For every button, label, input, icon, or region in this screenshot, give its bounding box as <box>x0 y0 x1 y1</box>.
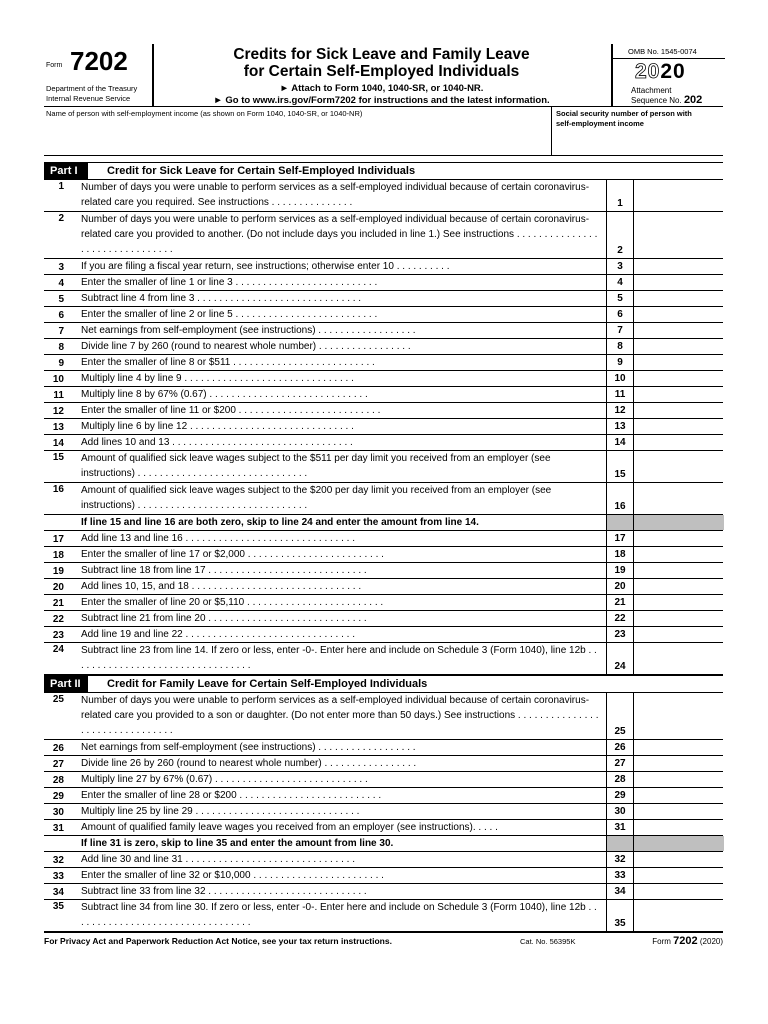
line-number: 34 <box>52 887 64 898</box>
line-text: Add line 30 and line 31 . . . . . . . . . . . . . . . . . . . . . . . . . . . . . . . <box>81 854 356 865</box>
line-6-amount[interactable] <box>633 307 724 322</box>
box-number: 26 <box>614 742 626 753</box>
tax-year <box>635 60 686 84</box>
line-text: Enter the smaller of line 2 or line 5 . . . . . . . . . . . . . . . . . . . . . . . . . . <box>81 309 378 320</box>
line-12-amount[interactable] <box>633 403 724 418</box>
box-number: 4 <box>617 277 623 288</box>
line-number: 31 <box>52 823 64 834</box>
box-number: 13 <box>614 421 626 432</box>
line-17-amount[interactable] <box>633 531 724 546</box>
form-title-line2: for Certain Self-Employed Individuals <box>243 63 520 80</box>
line-box <box>606 483 633 514</box>
part2-skip-instruction <box>44 836 723 852</box>
line-12 <box>44 403 723 419</box>
line-4 <box>44 275 723 291</box>
line-box <box>606 820 633 835</box>
box-number: 3 <box>617 261 623 272</box>
line-box <box>606 788 633 803</box>
line-number: 5 <box>58 294 64 305</box>
line-number: 1 <box>58 181 64 192</box>
line-box <box>606 291 633 306</box>
line-25 <box>44 693 723 740</box>
line-33 <box>44 868 723 884</box>
line-21 <box>44 595 723 611</box>
box-number: 9 <box>617 357 623 368</box>
line-32-amount[interactable] <box>633 852 724 867</box>
line-14 <box>44 435 723 451</box>
line-22-amount[interactable] <box>633 611 724 626</box>
line-number: 12 <box>52 406 64 417</box>
box-number: 10 <box>614 373 626 384</box>
form-id-block <box>44 44 154 106</box>
line-box <box>606 900 633 931</box>
line-10-amount[interactable] <box>633 371 724 386</box>
line-box <box>606 259 633 274</box>
line-box <box>606 435 633 450</box>
line-30 <box>44 804 723 820</box>
box-number: 8 <box>617 341 623 352</box>
ssn-input[interactable] <box>554 131 720 153</box>
line-15-amount[interactable] <box>633 451 724 482</box>
line-box <box>606 323 633 338</box>
line-16 <box>44 483 723 515</box>
line-23-amount[interactable] <box>633 627 724 642</box>
line-29-amount[interactable] <box>633 788 724 803</box>
line-text: Multiply line 6 by line 12 . . . . . . . . . . . . . . . . . . . . . . . . . . . . . . <box>81 421 354 432</box>
line-text: Amount of qualified sick leave wages subject to the $200 per day limit you received from an employer (see instructions) . . . . . . . . . . . . . . . . . . . . . . . . . . . . . . . <box>81 485 552 511</box>
box-number: 27 <box>614 758 626 769</box>
line-number: 6 <box>58 310 64 321</box>
line-4-amount[interactable] <box>633 275 724 290</box>
line-text: If you are filing a fiscal year return, see instructions; otherwise enter 10 . . . . . . . . . . <box>81 261 450 272</box>
line-35-amount[interactable] <box>633 900 724 931</box>
shaded-box <box>606 515 633 530</box>
line-box <box>606 339 633 354</box>
form-7202 <box>44 44 723 947</box>
box-number: 31 <box>614 822 626 833</box>
box-number: 23 <box>614 629 626 640</box>
part2-header <box>44 675 723 693</box>
line-number: 18 <box>52 550 64 561</box>
part2-title: Credit for Family Leave for Certain Self-Employed Individuals <box>107 678 428 690</box>
line-text: Enter the smaller of line 17 or $2,000 . . . . . . . . . . . . . . . . . . . . . . . . . <box>81 549 384 560</box>
line-text: Net earnings from self-employment (see instructions) . . . . . . . . . . . . . . . . . . <box>81 325 416 336</box>
line-box <box>606 355 633 370</box>
shaded-amount <box>633 836 724 851</box>
box-number: 15 <box>614 469 626 480</box>
line-19-amount[interactable] <box>633 563 724 578</box>
line-text: Subtract line 21 from line 20 . . . . . . . . . . . . . . . . . . . . . . . . . . . . . <box>81 613 367 624</box>
privacy-notice: For Privacy Act and Paperwork Reduction Act Notice, see your tax return instructions. <box>44 936 392 946</box>
line-text: Enter the smaller of line 8 or $511 . . . . . . . . . . . . . . . . . . . . . . . . . . <box>81 357 375 368</box>
line-text: Amount of qualified family leave wages you received from an employer (see instructions). . . . . <box>81 822 498 833</box>
line-text: Subtract line 23 from line 14. If zero or less, enter -0-. Enter here and include on Schedule 3 (Form 1040), line 12b . . . . . . . . . . . . . . . . . . . . . . . . . . . . . . . . . <box>81 645 597 671</box>
line-number: 26 <box>52 743 64 754</box>
line-number: 30 <box>52 807 64 818</box>
line-box <box>606 531 633 546</box>
line-number: 20 <box>52 582 64 593</box>
line-number: 29 <box>52 791 64 802</box>
line-box <box>606 740 633 755</box>
line-box <box>606 371 633 386</box>
form-number: 7202 <box>70 46 128 76</box>
line-text: Amount of qualified sick leave wages subject to the $511 per day limit you received from an employer (see instructions) . . . . . . . . . . . . . . . . . . . . . . . . . . . . . . . <box>81 453 551 479</box>
ssn-label-line1: Social security number of person with <box>556 109 692 118</box>
line-text: Enter the smaller of line 28 or $200 . . . . . . . . . . . . . . . . . . . . . . . . . . <box>81 790 382 801</box>
line-number: 14 <box>52 438 64 449</box>
line-box <box>606 756 633 771</box>
line-34 <box>44 884 723 900</box>
line-number: 9 <box>58 358 64 369</box>
line-text: Number of days you were unable to perform services as a self-employed individual because of certain coronavirus-related care you required. See instructions . . . . . . . . . . . . . . . <box>81 182 590 208</box>
line-8-amount[interactable] <box>633 339 724 354</box>
sequence-label-wrap <box>631 95 702 106</box>
line-box <box>606 387 633 402</box>
line-22 <box>44 611 723 627</box>
line-text: Divide line 26 by 260 (round to nearest whole number) . . . . . . . . . . . . . . . . . <box>81 758 417 769</box>
skip-instruction-text: If line 15 and line 16 are both zero, skip to line 24 and enter the amount from line 14. <box>81 517 479 528</box>
box-number: 6 <box>617 309 623 320</box>
line-text: Multiply line 4 by line 9 . . . . . . . . . . . . . . . . . . . . . . . . . . . . . . . <box>81 373 354 384</box>
line-25-amount[interactable] <box>633 693 724 739</box>
taxpayer-name-row <box>44 107 723 156</box>
part2-label: Part II <box>44 676 88 692</box>
line-number: 22 <box>52 614 64 625</box>
line-8 <box>44 339 723 355</box>
line-number: 21 <box>52 598 64 609</box>
line-text: Number of days you were unable to perform services as a self-employed individual because of certain coronavirus-related care you provided to another. (Do not include days you included in line 1.) See instructions . . . . . . . . . . . . . . . . . . . . . . . . . . . . . . . . <box>81 214 598 255</box>
part1-skip-instruction <box>44 515 723 531</box>
catalog-number: Cat. No. 56395K <box>520 937 576 946</box>
line-box <box>606 868 633 883</box>
line-35 <box>44 900 723 933</box>
line-number: 17 <box>52 534 64 545</box>
line-box <box>606 852 633 867</box>
attachment-label: Attachment <box>631 86 672 95</box>
line-6 <box>44 307 723 323</box>
line-26-amount[interactable] <box>633 740 724 755</box>
name-field-label: Name of person with self-employment income (as shown on Form 1040, 1040-SR, or 1040-NR) <box>46 109 363 118</box>
form-footer <box>44 933 723 947</box>
line-box <box>606 884 633 899</box>
box-number: 22 <box>614 613 626 624</box>
line-text: Enter the smaller of line 1 or line 3 . . . . . . . . . . . . . . . . . . . . . . . . . . <box>81 277 378 288</box>
line-number: 15 <box>52 452 64 463</box>
line-text: Enter the smaller of line 11 or $200 . . . . . . . . . . . . . . . . . . . . . . . . . . <box>81 405 381 416</box>
box-number: 30 <box>614 806 626 817</box>
line-box <box>606 180 633 211</box>
line-box <box>606 419 633 434</box>
line-box <box>606 595 633 610</box>
line-text: Add lines 10, 15, and 18 . . . . . . . . . . . . . . . . . . . . . . . . . . . . . . . <box>81 581 362 592</box>
omb-block <box>611 44 725 106</box>
line-1-amount[interactable] <box>633 180 724 211</box>
line-19 <box>44 563 723 579</box>
line-text: Multiply line 25 by line 29 . . . . . . . . . . . . . . . . . . . . . . . . . . . . . . <box>81 806 360 817</box>
line-27-amount[interactable] <box>633 756 724 771</box>
line-2-amount[interactable] <box>633 212 724 258</box>
line-text: Multiply line 8 by 67% (0.67) . . . . . . . . . . . . . . . . . . . . . . . . . . . . . <box>81 389 368 400</box>
line-box <box>606 693 633 739</box>
box-number: 18 <box>614 549 626 560</box>
line-text: Add lines 10 and 13 . . . . . . . . . . . . . . . . . . . . . . . . . . . . . . . . . <box>81 437 353 448</box>
box-number: 29 <box>614 790 626 801</box>
line-7-amount[interactable] <box>633 323 724 338</box>
box-number: 7 <box>617 325 623 336</box>
line-21-amount[interactable] <box>633 595 724 610</box>
box-number: 11 <box>614 389 626 400</box>
footer-year: (2020) <box>699 937 723 946</box>
line-29 <box>44 788 723 804</box>
line-box <box>606 547 633 562</box>
line-26 <box>44 740 723 756</box>
line-text: Multiply line 27 by 67% (0.67) . . . . . . . . . . . . . . . . . . . . . . . . . . . . <box>81 774 368 785</box>
footer-form-id <box>652 935 723 947</box>
line-box <box>606 307 633 322</box>
box-number: 35 <box>614 918 626 929</box>
line-20 <box>44 579 723 595</box>
line-text: Subtract line 18 from line 17 . . . . . . . . . . . . . . . . . . . . . . . . . . . . . <box>81 565 367 576</box>
part1-label: Part I <box>44 163 88 179</box>
box-number: 24 <box>614 661 626 672</box>
line-31 <box>44 820 723 836</box>
line-text: Subtract line 33 from line 32 . . . . . . . . . . . . . . . . . . . . . . . . . . . . . <box>81 886 367 897</box>
box-number: 2 <box>617 245 623 256</box>
line-9-amount[interactable] <box>633 355 724 370</box>
line-3 <box>44 259 723 275</box>
line-text: Add line 13 and line 16 . . . . . . . . . . . . . . . . . . . . . . . . . . . . . . . <box>81 533 356 544</box>
line-2 <box>44 212 723 259</box>
box-number: 16 <box>614 501 626 512</box>
omb-number: OMB No. 1545-0074 <box>628 47 697 56</box>
line-24 <box>44 643 723 675</box>
line-number: 11 <box>53 390 64 401</box>
line-23 <box>44 627 723 643</box>
box-number: 12 <box>614 405 626 416</box>
ssn-field-label <box>556 109 692 129</box>
sequence-number: 202 <box>683 94 703 106</box>
line-box <box>606 772 633 787</box>
line-box <box>606 563 633 578</box>
department <box>46 84 137 104</box>
line-box <box>606 275 633 290</box>
shaded-box <box>606 836 633 851</box>
footer-form-word: Form <box>652 937 671 946</box>
line-number: 28 <box>52 775 64 786</box>
line-number: 33 <box>52 871 64 882</box>
line-9 <box>44 355 723 371</box>
form-header <box>44 44 723 107</box>
line-14-amount[interactable] <box>633 435 724 450</box>
line-10 <box>44 371 723 387</box>
part1-header <box>44 162 723 180</box>
skip-instruction-text: If line 31 is zero, skip to line 35 and enter the amount from line 30. <box>81 838 394 849</box>
line-text: Enter the smaller of line 32 or $10,000 . . . . . . . . . . . . . . . . . . . . . . . . <box>81 870 384 881</box>
box-number: 21 <box>614 597 626 608</box>
line-box <box>606 611 633 626</box>
line-20-amount[interactable] <box>633 579 724 594</box>
line-text: Subtract line 4 from line 3 . . . . . . . . . . . . . . . . . . . . . . . . . . . . . . <box>81 293 362 304</box>
ssn-label-line2: self-employment income <box>556 119 644 128</box>
line-3-amount[interactable] <box>633 259 724 274</box>
box-number: 19 <box>614 565 626 576</box>
box-number: 34 <box>614 886 626 897</box>
line-13-amount[interactable] <box>633 419 724 434</box>
box-number: 28 <box>614 774 626 785</box>
line-box <box>606 212 633 258</box>
line-text: Net earnings from self-employment (see instructions) . . . . . . . . . . . . . . . . . . <box>81 742 416 753</box>
tax-year-bold: 20 <box>660 60 686 83</box>
line-17 <box>44 531 723 547</box>
box-number: 25 <box>614 726 626 737</box>
line-number: 8 <box>58 342 64 353</box>
line-number: 13 <box>52 422 64 433</box>
omb-divider <box>613 58 725 59</box>
line-31-amount[interactable] <box>633 820 724 835</box>
ssn-box <box>551 107 724 155</box>
attach-instruction: ► Attach to Form 1040, 1040-SR, or 1040-NR. <box>279 83 484 94</box>
line-5 <box>44 291 723 307</box>
line-11 <box>44 387 723 403</box>
form-word: Form <box>46 62 63 69</box>
line-27 <box>44 756 723 772</box>
line-18-amount[interactable] <box>633 547 724 562</box>
box-number: 33 <box>614 870 626 881</box>
line-number: 35 <box>52 901 64 912</box>
line-number: 27 <box>52 759 64 770</box>
department-irs: Internal Revenue Service <box>46 94 131 103</box>
name-input[interactable] <box>46 121 546 153</box>
line-number: 23 <box>52 630 64 641</box>
line-number: 3 <box>58 262 64 273</box>
line-number: 16 <box>52 484 64 495</box>
footer-form-number: 7202 <box>673 935 698 947</box>
box-number: 14 <box>614 437 626 448</box>
line-number: 24 <box>52 644 64 655</box>
line-number: 4 <box>58 278 64 289</box>
box-number: 20 <box>614 581 626 592</box>
form-title-block <box>154 44 609 106</box>
line-box <box>606 643 633 674</box>
line-text: Divide line 7 by 260 (round to nearest whole number) . . . . . . . . . . . . . . . . . <box>81 341 411 352</box>
line-16-amount[interactable] <box>633 483 724 514</box>
line-7 <box>44 323 723 339</box>
box-number: 1 <box>617 198 623 209</box>
sequence-label: Sequence No. <box>631 96 682 105</box>
line-number: 7 <box>58 326 64 337</box>
line-18 <box>44 547 723 563</box>
line-number: 2 <box>58 213 64 224</box>
goto-instruction: ► Go to www.irs.gov/Form7202 for instructions and the latest information. <box>213 95 550 106</box>
line-33-amount[interactable] <box>633 868 724 883</box>
line-text: Enter the smaller of line 20 or $5,110 . . . . . . . . . . . . . . . . . . . . . . . . . <box>81 597 384 608</box>
line-1 <box>44 180 723 212</box>
box-number: 32 <box>614 854 626 865</box>
line-5-amount[interactable] <box>633 291 724 306</box>
line-15 <box>44 451 723 483</box>
box-number: 5 <box>617 293 623 304</box>
line-28-amount[interactable] <box>633 772 724 787</box>
line-box <box>606 403 633 418</box>
line-30-amount[interactable] <box>633 804 724 819</box>
line-11-amount[interactable] <box>633 387 724 402</box>
line-box <box>606 451 633 482</box>
line-28 <box>44 772 723 788</box>
part1-title: Credit for Sick Leave for Certain Self-Employed Individuals <box>107 165 416 177</box>
line-number: 10 <box>52 374 64 385</box>
line-13 <box>44 419 723 435</box>
line-text: Subtract line 34 from line 30. If zero or less, enter -0-. Enter here and include on Schedule 3 (Form 1040), line 12b . . . . . . . . . . . . . . . . . . . . . . . . . . . . . . . . . <box>81 902 597 928</box>
form-title-line1: Credits for Sick Leave and Family Leave <box>233 46 530 63</box>
box-number: 17 <box>614 533 626 544</box>
line-box <box>606 579 633 594</box>
department-treasury: Department of the Treasury <box>46 84 138 93</box>
line-32 <box>44 852 723 868</box>
tax-year-outline: 20 <box>635 60 661 83</box>
line-text: Number of days you were unable to perform services as a self-employed individual because of certain coronavirus-related care you provided to a son or daughter. (Do not enter more than 50 days.) See instructions . . . . . . . . . . . . . . . . . . . . . . . . . . . . . . . . <box>81 695 599 736</box>
line-box <box>606 804 633 819</box>
line-number: 25 <box>52 694 64 705</box>
line-box <box>606 627 633 642</box>
line-34-amount[interactable] <box>633 884 724 899</box>
line-24-amount[interactable] <box>633 643 724 674</box>
line-number: 32 <box>52 855 64 866</box>
line-number: 19 <box>52 566 64 577</box>
shaded-amount <box>633 515 724 530</box>
line-text: Add line 19 and line 22 . . . . . . . . . . . . . . . . . . . . . . . . . . . . . . . <box>81 629 356 640</box>
